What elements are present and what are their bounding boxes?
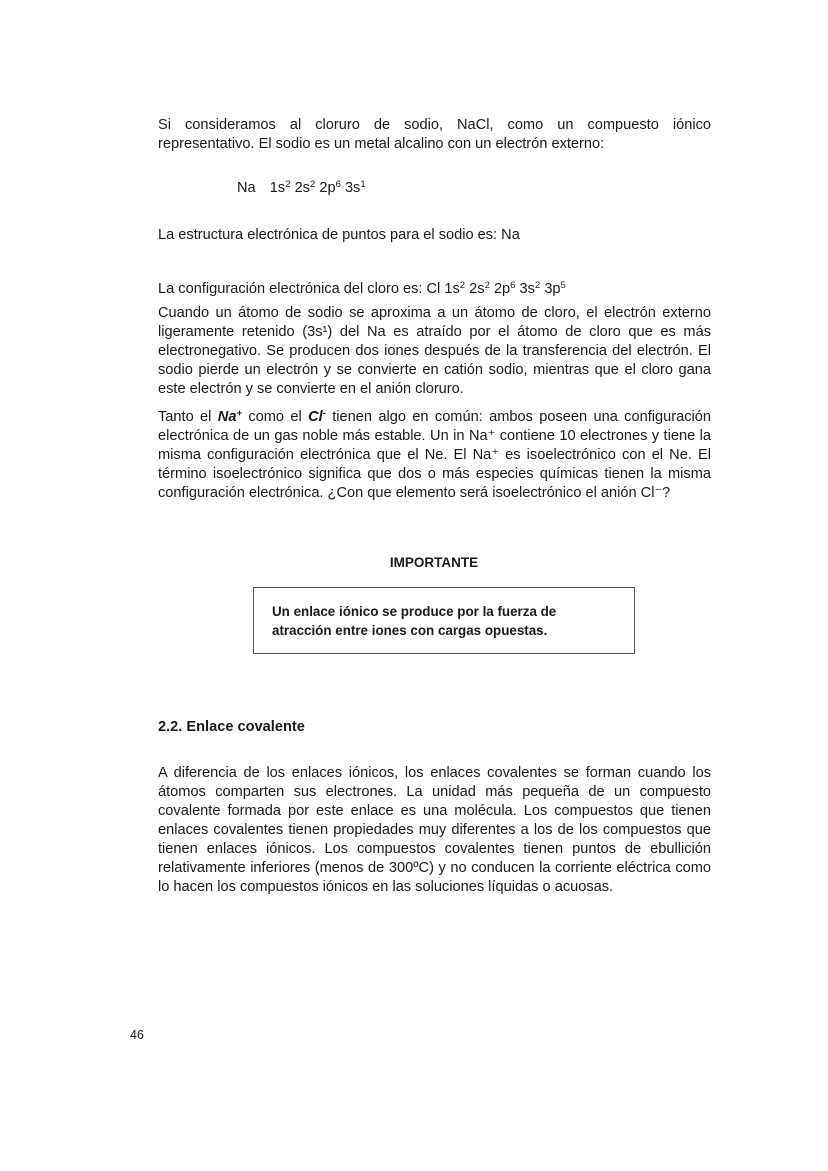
important-heading: IMPORTANTE <box>389 555 479 570</box>
chlorine-orbital-2s: $2s^2$ <box>469 280 490 297</box>
important-note-text: Un enlace iónico se produce por la fuerza de atracción entre iones con cargas opuestas. <box>272 604 557 638</box>
sodium-symbol: Na <box>237 180 256 196</box>
electron-transfer-paragraph: Cuando un átomo de sodio se aproxima a un átomo de cloro, el electrón externo ligeramente retenido (3s¹) del Na es atraído por el átomo de cloro que es más electronegativo. Se producen dos iones después de la transferencia del electrón. El sodio pierde un electrón y se convierte en catión sodio, mientras que el cloro gana este electrón y se convierte en el anión cloruro. <box>158 305 711 397</box>
chlorine-orbital-3p: $3p^5$ <box>544 280 566 297</box>
chlorine-config-label: La configuración electrónica del cloro es: Cl <box>158 281 441 297</box>
chloride-ion: Cl <box>308 409 323 425</box>
section-title: 2.2. Enlace covalente <box>158 719 305 735</box>
orbital-1s: $1s^2$ <box>269 179 291 196</box>
page-number: 46 <box>130 1028 144 1042</box>
chlorine-config-line <box>158 280 566 299</box>
intro-paragraph: Si consideramos al cloruro de sodio, NaCl, como un compuesto iónico representativo. El sodio es un metal alcalino con un electrón externo: <box>158 117 711 152</box>
orbital-2s: $2s^2$ <box>294 179 316 196</box>
chlorine-orbital-1s: $1s^2$ <box>444 280 466 297</box>
dot-structure-line: La estructura electrónica de puntos para el sodio es: Na <box>158 227 520 243</box>
sodium-ion: Na <box>217 409 237 425</box>
chlorine-orbital-2p: $2p^6$ <box>493 280 516 297</box>
important-note-box <box>253 587 635 654</box>
orbital-2p: $2p^6$ <box>319 179 341 196</box>
chlorine-orbital-3s: $3s^2$ <box>519 280 541 297</box>
orbital-3s: $3s^1$ <box>344 179 366 196</box>
covalent-paragraph: A diferencia de los enlaces iónicos, los enlaces covalentes se forman cuando los átomos comparten sus electrones. La unidad más pequeña de un compuesto covalente formada por este enlace es una molécula. Los compuestos que tienen enlaces covalentes tienen propiedades muy diferentes a los de los compuestos que tienen enlaces iónicos. Los compuestos covalentes tienen puntos de ebullición relativamente inferiores (menos de 300ºC) y no conducen la corriente eléctrica como lo hacen los compuestos iónicos en las soluciones líquidas o acuosas. <box>158 765 711 895</box>
isoelectronic-paragraph: Tanto el Na+ como el Cl- tienen algo en común: ambos poseen una configuración electrónica de un gas noble más estable. Un in Na⁺ contiene 10 electrones y tiene la misma configuración electrónica que el Ne. El Na⁺ es isoelectrónico con el Ne. El término isoelectrónico significa que dos o más especies químicas tienen la misma configuración electrónica. ¿Con que elemento será isoelectrónico el anión Cl⁻? <box>158 408 711 501</box>
sodium-electron-configuration <box>237 179 366 198</box>
